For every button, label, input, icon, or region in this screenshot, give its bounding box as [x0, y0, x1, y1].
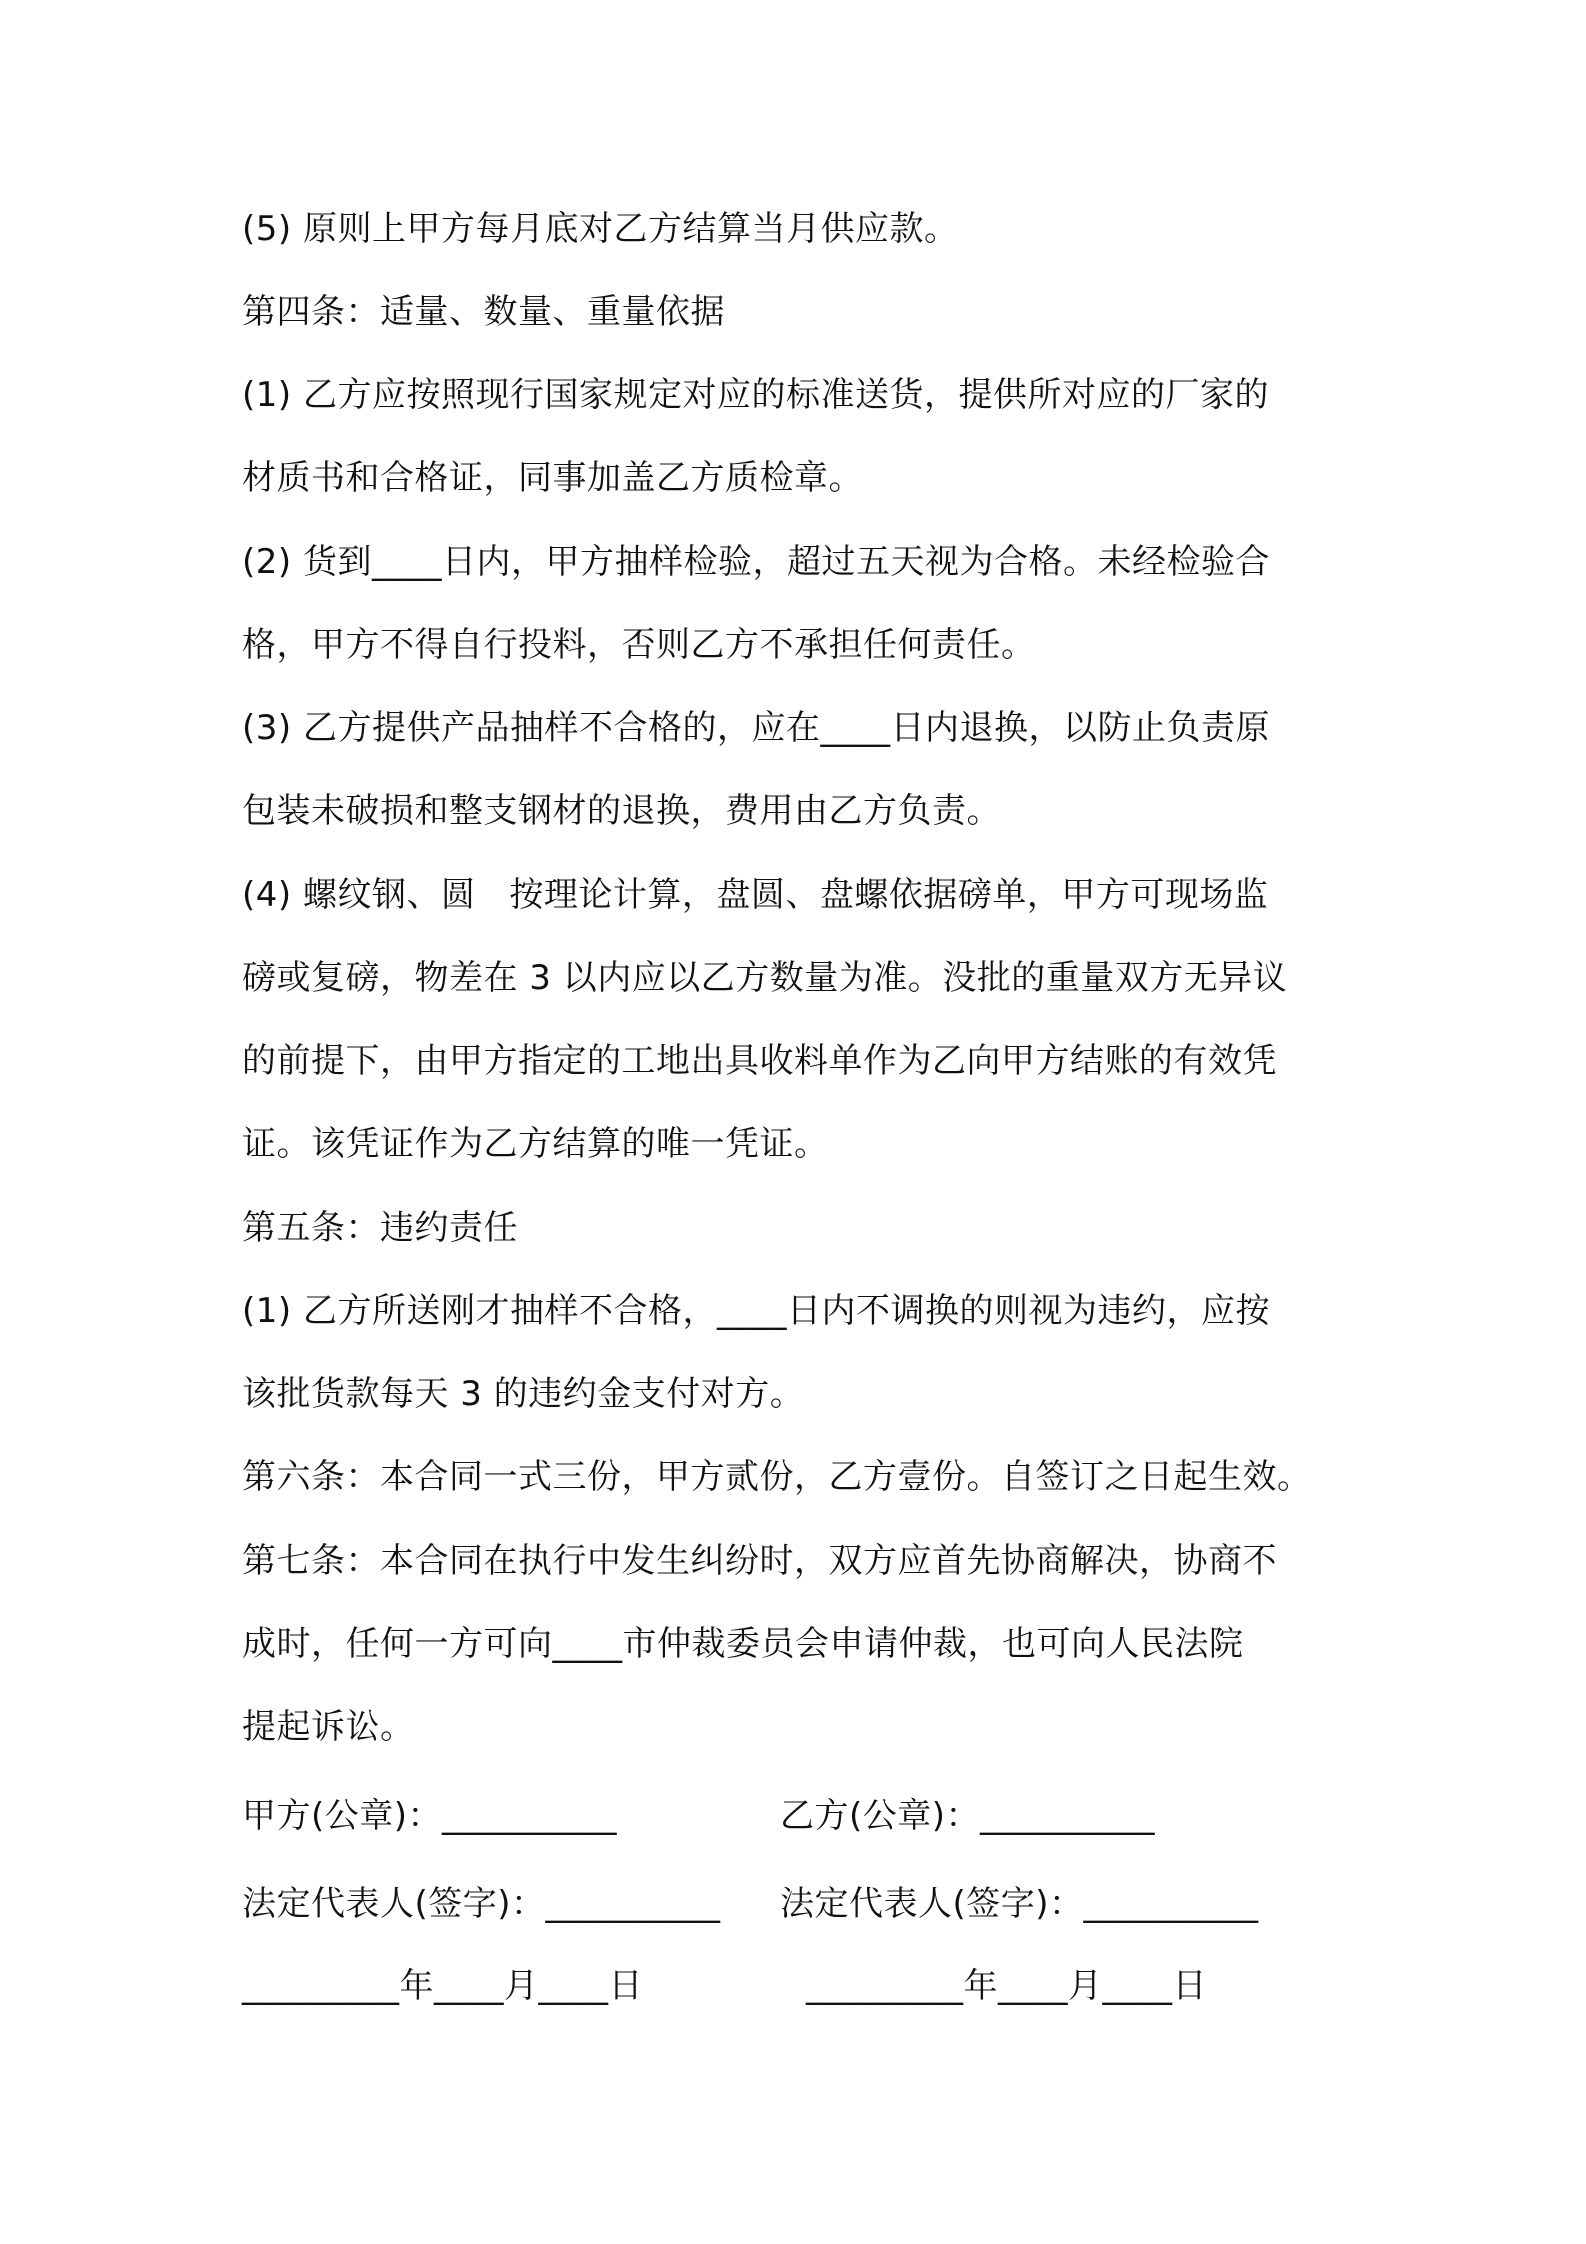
party-a-date-field: _________年____月____日 [242, 1966, 643, 2006]
article-4-heading: 第四条：适量、数量、重量依据 [242, 292, 725, 332]
clause-4-item-4-line-1: (4) 螺纹钢、圆 按理论计算，盘圆、盘螺依据磅单，甲方可现场监 [242, 875, 1269, 915]
clause-4-item-3-line-2: 包装未破损和整支钢材的退换，费用由乙方负责。 [242, 791, 1001, 831]
clause-4-item-2-line-1: (2) 货到____日内，甲方抽样检验，超过五天视为合格。未经检验合 [242, 542, 1270, 582]
clause-4-item-3-line-1: (3) 乙方提供产品抽样不合格的，应在____日内退换，以防止负责原 [242, 708, 1270, 748]
article-6: 第六条：本合同一式三份，甲方贰份，乙方壹份。自签订之日起生效。 [242, 1457, 1312, 1497]
party-a-seal-field: 甲方(公章)：__________ [242, 1796, 618, 1836]
party-a-representative-field: 法定代表人(签字)：__________ [242, 1884, 721, 1924]
clause-4-item-4-line-2: 磅或复磅，物差在 3 以内应以乙方数量为准。没批的重量双方无异议 [242, 958, 1288, 998]
party-b-seal-field: 乙方(公章)：__________ [780, 1796, 1156, 1836]
article-7-line-3: 提起诉讼。 [242, 1707, 415, 1747]
article-5-heading: 第五条：违约责任 [242, 1208, 518, 1248]
clause-3-item-5: (5) 原则上甲方每月底对乙方结算当月供应款。 [242, 209, 959, 249]
clause-4-item-4-line-4: 证。该凭证作为乙方结算的唯一凭证。 [242, 1124, 829, 1164]
clause-5-item-1-line-1: (1) 乙方所送刚才抽样不合格，____日内不调换的则视为违约，应按 [242, 1291, 1270, 1331]
article-7-line-2: 成时，任何一方可向____市仲裁委员会申请仲裁，也可向人民法院 [242, 1624, 1244, 1664]
party-b-representative-field: 法定代表人(签字)：__________ [780, 1884, 1259, 1924]
clause-4-item-1-line-1: (1) 乙方应按照现行国家规定对应的标准送货，提供所对应的厂家的 [242, 375, 1269, 415]
clause-4-item-2-line-2: 格，甲方不得自行投料，否则乙方不承担任何责任。 [242, 625, 1036, 665]
clause-5-item-1-line-2: 该批货款每天 3 的违约金支付对方。 [242, 1374, 805, 1414]
party-b-date-field: _________年____月____日 [806, 1966, 1207, 2006]
article-7-line-1: 第七条：本合同在执行中发生纠纷时，双方应首先协商解决，协商不 [242, 1541, 1277, 1581]
clause-4-item-4-line-3: 的前提下，由甲方指定的工地出具收料单作为乙向甲方结账的有效凭 [242, 1041, 1277, 1081]
clause-4-item-1-line-2: 材质书和合格证，同事加盖乙方质检章。 [242, 458, 863, 498]
